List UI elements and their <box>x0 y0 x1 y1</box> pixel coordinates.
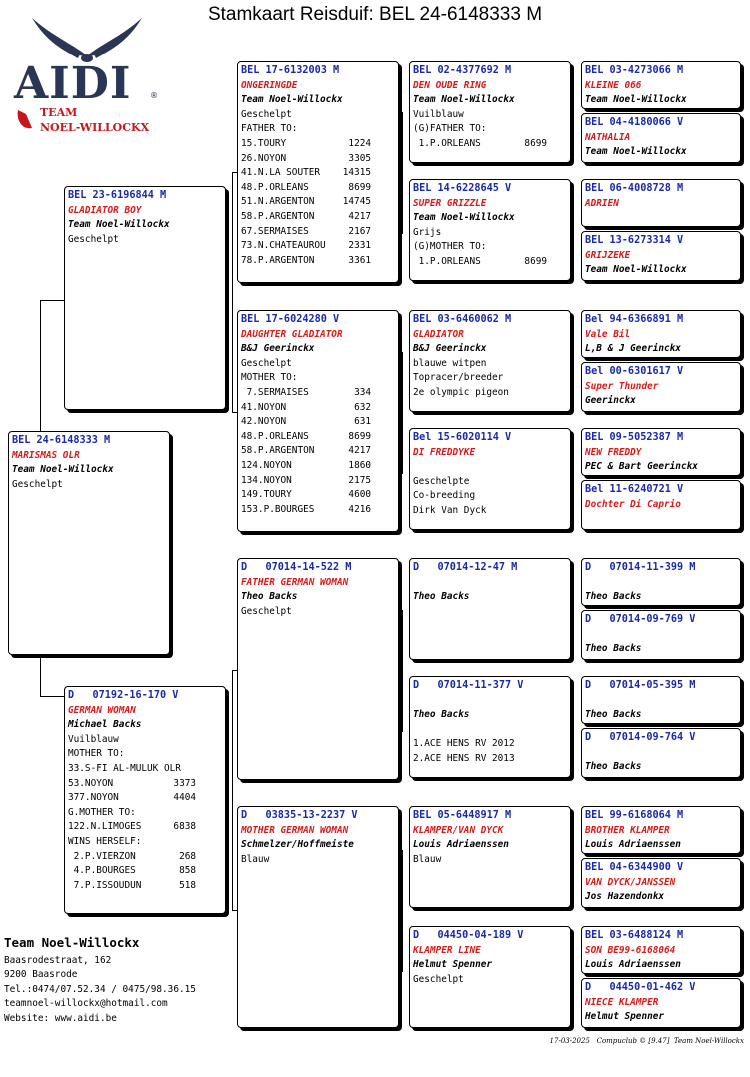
svg-text:TEAM: TEAM <box>40 106 78 119</box>
ring-number: D 07014-11-399 M <box>585 562 696 573</box>
color: blauwe witpen <box>413 357 487 369</box>
pigeon-card-fmm[interactable] <box>409 428 571 530</box>
pigeon-card-ffm[interactable] <box>409 179 571 281</box>
color: Geschelpt <box>241 357 292 369</box>
owner: Theo Backs <box>585 591 642 603</box>
footer-note: 17-03-2025 Compuclub © [9.47] Team Noel-Willockx <box>549 1037 744 1045</box>
ring-number: Bel 15-6020114 V <box>413 432 512 443</box>
note: 2e olympic pigeon <box>413 386 509 398</box>
section-label: MOTHER TO: <box>241 372 298 384</box>
color: Geschelpt <box>12 478 63 490</box>
owner: Theo Backs <box>585 761 642 773</box>
section-label: WINS HERSELF: <box>68 835 142 847</box>
result-row: 78.P.ARGENTON 3361 <box>241 254 371 266</box>
color: Vuilblauw <box>68 733 119 745</box>
pigeon-card-g4-7[interactable] <box>581 428 741 476</box>
ring-number: D 07014-09-764 V <box>585 732 696 743</box>
ring-number: BEL 13-6273314 V <box>585 235 684 246</box>
address: Baasrodestraat, 162 <box>4 954 112 966</box>
ring-number: Bel 00-6301617 V <box>585 366 684 377</box>
pigeon-card-g4-6[interactable] <box>581 362 741 412</box>
result-row: 48.P.ORLEANS 8699 <box>241 181 371 193</box>
team-info <box>4 936 244 1027</box>
pigeon-name: MARISMAS OLR <box>12 449 80 461</box>
pigeon-name: NATHALIA <box>585 131 631 143</box>
svg-text:®: ® <box>150 91 158 100</box>
owner: Team Noel-Willockx <box>413 94 515 106</box>
owner: Jos Hazendonkx <box>585 891 665 903</box>
color: Geschelpte <box>413 475 470 487</box>
color: Geschelpt <box>241 605 292 617</box>
color: Geschelpt <box>241 108 292 120</box>
result-row: 73.N.CHATEAUROU 2331 <box>241 240 371 252</box>
email-link[interactable]: teamnoel-willockx@hotmail.com <box>4 998 168 1010</box>
owner: Louis Adriaenssen <box>585 959 681 971</box>
pigeon-card-father-father[interactable] <box>237 61 399 283</box>
owner: Team Noel-Willockx <box>413 212 515 224</box>
pigeon-card-g4-1[interactable] <box>581 61 741 109</box>
result-row: 58.P.ARGENTON 4217 <box>241 445 371 457</box>
ring-number: BEL 02-4377692 M <box>413 65 512 76</box>
ring-number: BEL 17-6132003 M <box>241 65 340 76</box>
owner: Schmelzer/Hoffmeiste <box>241 839 354 851</box>
ring-number: D 07014-11-377 V <box>413 680 524 691</box>
pigeon-card-father[interactable] <box>64 186 226 410</box>
result-row: 122.N.LIMOGES 6838 <box>68 821 196 833</box>
pigeon-card-g4-4[interactable] <box>581 231 741 281</box>
section-label: G.MOTHER TO: <box>68 806 136 818</box>
pigeon-name: SUPER GRIZZLE <box>413 197 487 209</box>
pigeon-card-father-mother[interactable] <box>237 310 399 532</box>
pigeon-card-g4-9[interactable] <box>581 558 741 606</box>
owner: Team Noel-Willockx <box>68 219 170 231</box>
pigeon-card-fmf[interactable] <box>409 310 571 412</box>
owner: Louis Adriaenssen <box>585 839 681 851</box>
owner: Geerinckx <box>585 395 636 407</box>
pigeon-name: DI FREDDYKE <box>413 446 476 458</box>
ring-number: Bel 11-6240721 V <box>585 484 684 495</box>
pigeon-name: NIECE KLAMPER <box>585 996 659 1008</box>
ring-number: BEL 06-4008728 M <box>585 183 684 194</box>
pigeon-name: SON BE99-6168064 <box>585 944 676 956</box>
note: Topracer/breeder <box>413 372 504 384</box>
result-row: 7.SERMAISES 334 <box>241 386 371 398</box>
color: Geschelpt <box>68 233 119 245</box>
pigeon-card-mother-father[interactable] <box>237 558 399 780</box>
result-row: 149.TOURY 4600 <box>241 489 371 501</box>
pigeon-card-g4-16[interactable] <box>581 978 741 1028</box>
pigeon-name: FATHER GERMAN WOMAN <box>241 576 349 588</box>
owner: Theo Backs <box>241 591 298 603</box>
owner: Theo Backs <box>585 643 642 655</box>
result-row: 41.NOYON 632 <box>241 401 371 413</box>
pigeon-card-g4-15[interactable] <box>581 926 741 974</box>
page-title: Stamkaart Reisduif: BEL 24-6148333 M <box>207 4 543 25</box>
result-row: 4.P.BOURGES 858 <box>68 865 196 877</box>
result-row: 67.SERMAISES 2167 <box>241 225 371 237</box>
section-label: FATHER TO: <box>241 123 298 135</box>
pigeon-name: Vale Bil <box>585 328 631 340</box>
result-row: 15.TOURY 1224 <box>241 137 371 149</box>
result-row: 33.S-FI AL-MULUK OLR <box>68 762 181 774</box>
pigeon-name: Super Thunder <box>585 380 659 392</box>
team-name: Team Noel-Willockx <box>4 935 140 950</box>
result-row: 134.NOYON 2175 <box>241 474 371 486</box>
ring-number: D 07014-14-522 M <box>241 562 352 573</box>
color: Blauw <box>241 853 270 865</box>
result-row: 53.NOYON 3373 <box>68 777 196 789</box>
ring-number: BEL 05-6448917 M <box>413 810 512 821</box>
owner: Theo Backs <box>413 591 470 603</box>
section-label: (G)FATHER TO: <box>413 123 487 135</box>
pigeon-card-g4-3[interactable] <box>581 179 741 227</box>
ring-number: BEL 03-4273066 M <box>585 65 684 76</box>
city: 9200 Baasrode <box>4 969 78 981</box>
pigeon-card-g4-5[interactable] <box>581 310 741 358</box>
section-label: MOTHER TO: <box>68 748 125 760</box>
ring-number: D 04450-04-189 V <box>413 930 524 941</box>
section-label: (G)MOTHER TO: <box>413 241 487 253</box>
ring-number: BEL 04-6344900 V <box>585 862 684 873</box>
result-row: 153.P.BOURGES 4216 <box>241 503 371 515</box>
ring-number: BEL 99-6168064 M <box>585 810 684 821</box>
owner: PEC & Bart Geerinckx <box>585 461 698 473</box>
owner: Michael Backs <box>68 719 142 731</box>
pigeon-card-mother-mother[interactable] <box>237 806 399 1028</box>
pigeon-name: ONGERINGDE <box>241 79 298 91</box>
pigeon-name: KLEINE 066 <box>585 79 642 91</box>
pigeon-name: ADRIEN <box>585 197 619 209</box>
color: Vuilblauw <box>413 108 464 120</box>
color: Blauw <box>413 853 442 865</box>
color: Grijs <box>413 226 442 238</box>
owner: B&J Geerinckx <box>241 343 315 355</box>
pigeon-name: GRIJZEKE <box>585 249 631 261</box>
wings-icon <box>12 14 162 144</box>
note: Dirk Van Dyck <box>413 504 487 516</box>
ring-number: BEL 17-6024280 V <box>241 314 340 325</box>
pigeon-card-mff[interactable] <box>409 558 571 660</box>
pigeon-name: VAN DYCK/JANSSEN <box>585 876 676 888</box>
result-row: 48.P.ORLEANS 8699 <box>241 430 371 442</box>
pigeon-card-mother[interactable] <box>64 686 226 914</box>
ring-number: BEL 23-6196844 M <box>68 190 167 201</box>
aidi-logo <box>12 14 162 144</box>
pigeon-name: DAUGHTER GLADIATOR <box>241 328 343 340</box>
phone: Tel.:0474/07.52.34 / 0475/98.36.15 <box>4 983 196 995</box>
pigeon-name: Dochter Di Caprio <box>585 498 681 510</box>
result-row: 58.P.ARGENTON 4217 <box>241 210 371 222</box>
pigeon-name: MOTHER GERMAN WOMAN <box>241 824 349 836</box>
result-row: 377.NOYON 4404 <box>68 792 196 804</box>
ring-number: D 03835-13-2237 V <box>241 810 358 821</box>
pigeon-card-mmf[interactable] <box>409 806 571 908</box>
ring-number: BEL 24-6148333 M <box>12 435 111 446</box>
pigeon-card-g4-10[interactable] <box>581 610 741 660</box>
svg-text:NOEL-WILLOCKX: NOEL-WILLOCKX <box>40 121 150 134</box>
pigeon-card-mmm[interactable] <box>409 926 571 1028</box>
owner: Theo Backs <box>585 709 642 721</box>
owner: Helmut Spenner <box>413 959 493 971</box>
ring-number: D 07014-09-769 V <box>585 614 696 625</box>
result-row: 51.N.ARGENTON 14745 <box>241 196 371 208</box>
ring-number: BEL 03-6488124 M <box>585 930 684 941</box>
ring-number: BEL 03-6460062 M <box>413 314 512 325</box>
pigeon-name: GERMAN WOMAN <box>68 704 136 716</box>
ring-number: BEL 14-6228645 V <box>413 183 512 194</box>
pigeon-name: DEN OUDE RING <box>413 79 487 91</box>
result-row: 1.P.ORLEANS 8699 <box>413 137 547 149</box>
result-row: 1.P.ORLEANS 8699 <box>413 255 547 267</box>
owner: Team Noel-Willockx <box>585 264 687 276</box>
ring-number: BEL 04-4180066 V <box>585 117 684 128</box>
ring-number: D 07192-16-170 V <box>68 690 179 701</box>
pigeon-name: BROTHER KLAMPER <box>585 824 670 836</box>
note: 2.ACE HENS RV 2013 <box>413 752 515 764</box>
website-link[interactable]: Website: www.aidi.be <box>4 1012 117 1024</box>
pigeon-name: KLAMPER LINE <box>413 944 481 956</box>
note: Co-breeding <box>413 490 476 502</box>
owner: Team Noel-Willockx <box>241 94 343 106</box>
result-row: 124.NOYON 1860 <box>241 459 371 471</box>
pigeon-card-fff[interactable] <box>409 61 571 163</box>
pigeon-card-g4-2[interactable] <box>581 113 741 163</box>
pigeon-name: KLAMPER/VAN DYCK <box>413 824 504 836</box>
owner: Theo Backs <box>413 709 470 721</box>
owner: Helmut Spenner <box>585 1011 665 1023</box>
ring-number: D 04450-01-462 V <box>585 982 696 993</box>
pigeon-name: GLADIATOR BOY <box>68 204 142 216</box>
ring-number: D 07014-12-47 M <box>413 562 518 573</box>
owner: L,B & J Geerinckx <box>585 343 681 355</box>
pigeon-card-subject[interactable] <box>8 431 170 655</box>
result-row: 2.P.VIERZON 268 <box>68 850 196 862</box>
pigeon-card-g4-11[interactable] <box>581 676 741 724</box>
pigeon-name: NEW FREDDY <box>585 446 642 458</box>
owner: Team Noel-Willockx <box>585 94 687 106</box>
result-row: 7.P.ISSOUDUN 518 <box>68 879 196 891</box>
owner: Team Noel-Willockx <box>585 146 687 158</box>
ring-number: BEL 09-5052387 M <box>585 432 684 443</box>
owner: B&J Geerinckx <box>413 343 487 355</box>
result-row: 41.N.LA SOUTER 14315 <box>241 167 371 179</box>
owner: Louis Adriaenssen <box>413 839 509 851</box>
pigeon-card-mfm[interactable] <box>409 676 571 778</box>
pigeon-name: GLADIATOR <box>413 328 464 340</box>
result-row: 42.NOYON 631 <box>241 416 371 428</box>
pigeon-card-g4-12[interactable] <box>581 728 741 778</box>
pigeon-card-g4-8[interactable] <box>581 480 741 530</box>
pigeon-card-g4-13[interactable] <box>581 806 741 854</box>
owner: Team Noel-Willockx <box>12 464 114 476</box>
pigeon-card-g4-14[interactable] <box>581 858 741 908</box>
ring-number: D 07014-05-395 M <box>585 680 696 691</box>
svg-text:AIDI: AIDI <box>14 58 132 109</box>
note: 1.ACE HENS RV 2012 <box>413 738 515 750</box>
color: Geschelpt <box>413 973 464 985</box>
result-row: 26.NOYON 3305 <box>241 152 371 164</box>
ring-number: Bel 94-6366891 M <box>585 314 684 325</box>
